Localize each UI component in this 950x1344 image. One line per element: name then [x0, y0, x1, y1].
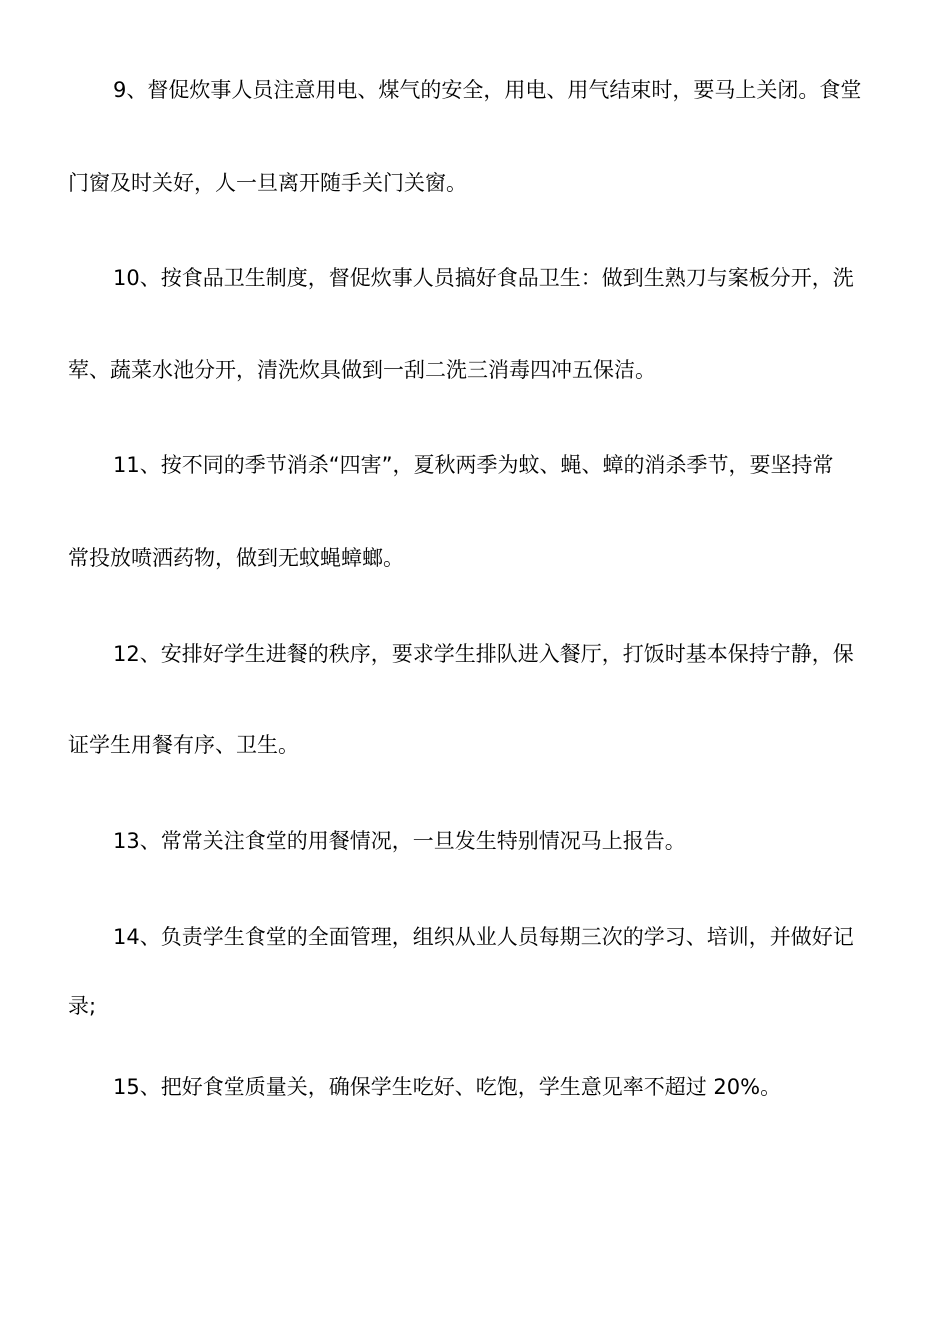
paragraph-10-line-1: 10、按食品卫生制度，督促炊事人员搞好食品卫生：做到生熟刀与案板分开，洗 [113, 266, 854, 290]
paragraph-11-line-1: 11、按不同的季节消杀“四害”，夏秋两季为蚊、蝇、蟑的消杀季节，要坚持常 [113, 453, 834, 477]
paragraph-10-line-2: 荤、蔬菜水池分开，清洗炊具做到一刮二洗三消毒四冲五保洁。 [68, 358, 656, 382]
paragraph-12-line-2: 证学生用餐有序、卫生。 [68, 733, 299, 757]
paragraph-12-line-1: 12、安排好学生进餐的秩序，要求学生排队进入餐厅，打饭时基本保持宁静，保 [113, 642, 854, 666]
paragraph-15-line-1: 15、把好食堂质量关，确保学生吃好、吃饱，学生意见率不超过 20%。 [113, 1075, 782, 1099]
paragraph-11-line-2: 常投放喷洒药物，做到无蚊蝇蟑螂。 [68, 546, 404, 570]
paragraph-9-line-1: 9、督促炊事人员注意用电、煤气的安全，用电、用气结束时，要马上关闭。食堂 [113, 78, 862, 102]
paragraph-9-line-2: 门窗及时关好，人一旦离开随手关门关窗。 [68, 171, 467, 195]
paragraph-13-line-1: 13、常常关注食堂的用餐情况，一旦发生特别情况马上报告。 [113, 829, 686, 853]
paragraph-14-line-2: 录; [68, 994, 97, 1018]
paragraph-14-line-1: 14、负责学生食堂的全面管理，组织从业人员每期三次的学习、培训，并做好记 [113, 925, 854, 949]
